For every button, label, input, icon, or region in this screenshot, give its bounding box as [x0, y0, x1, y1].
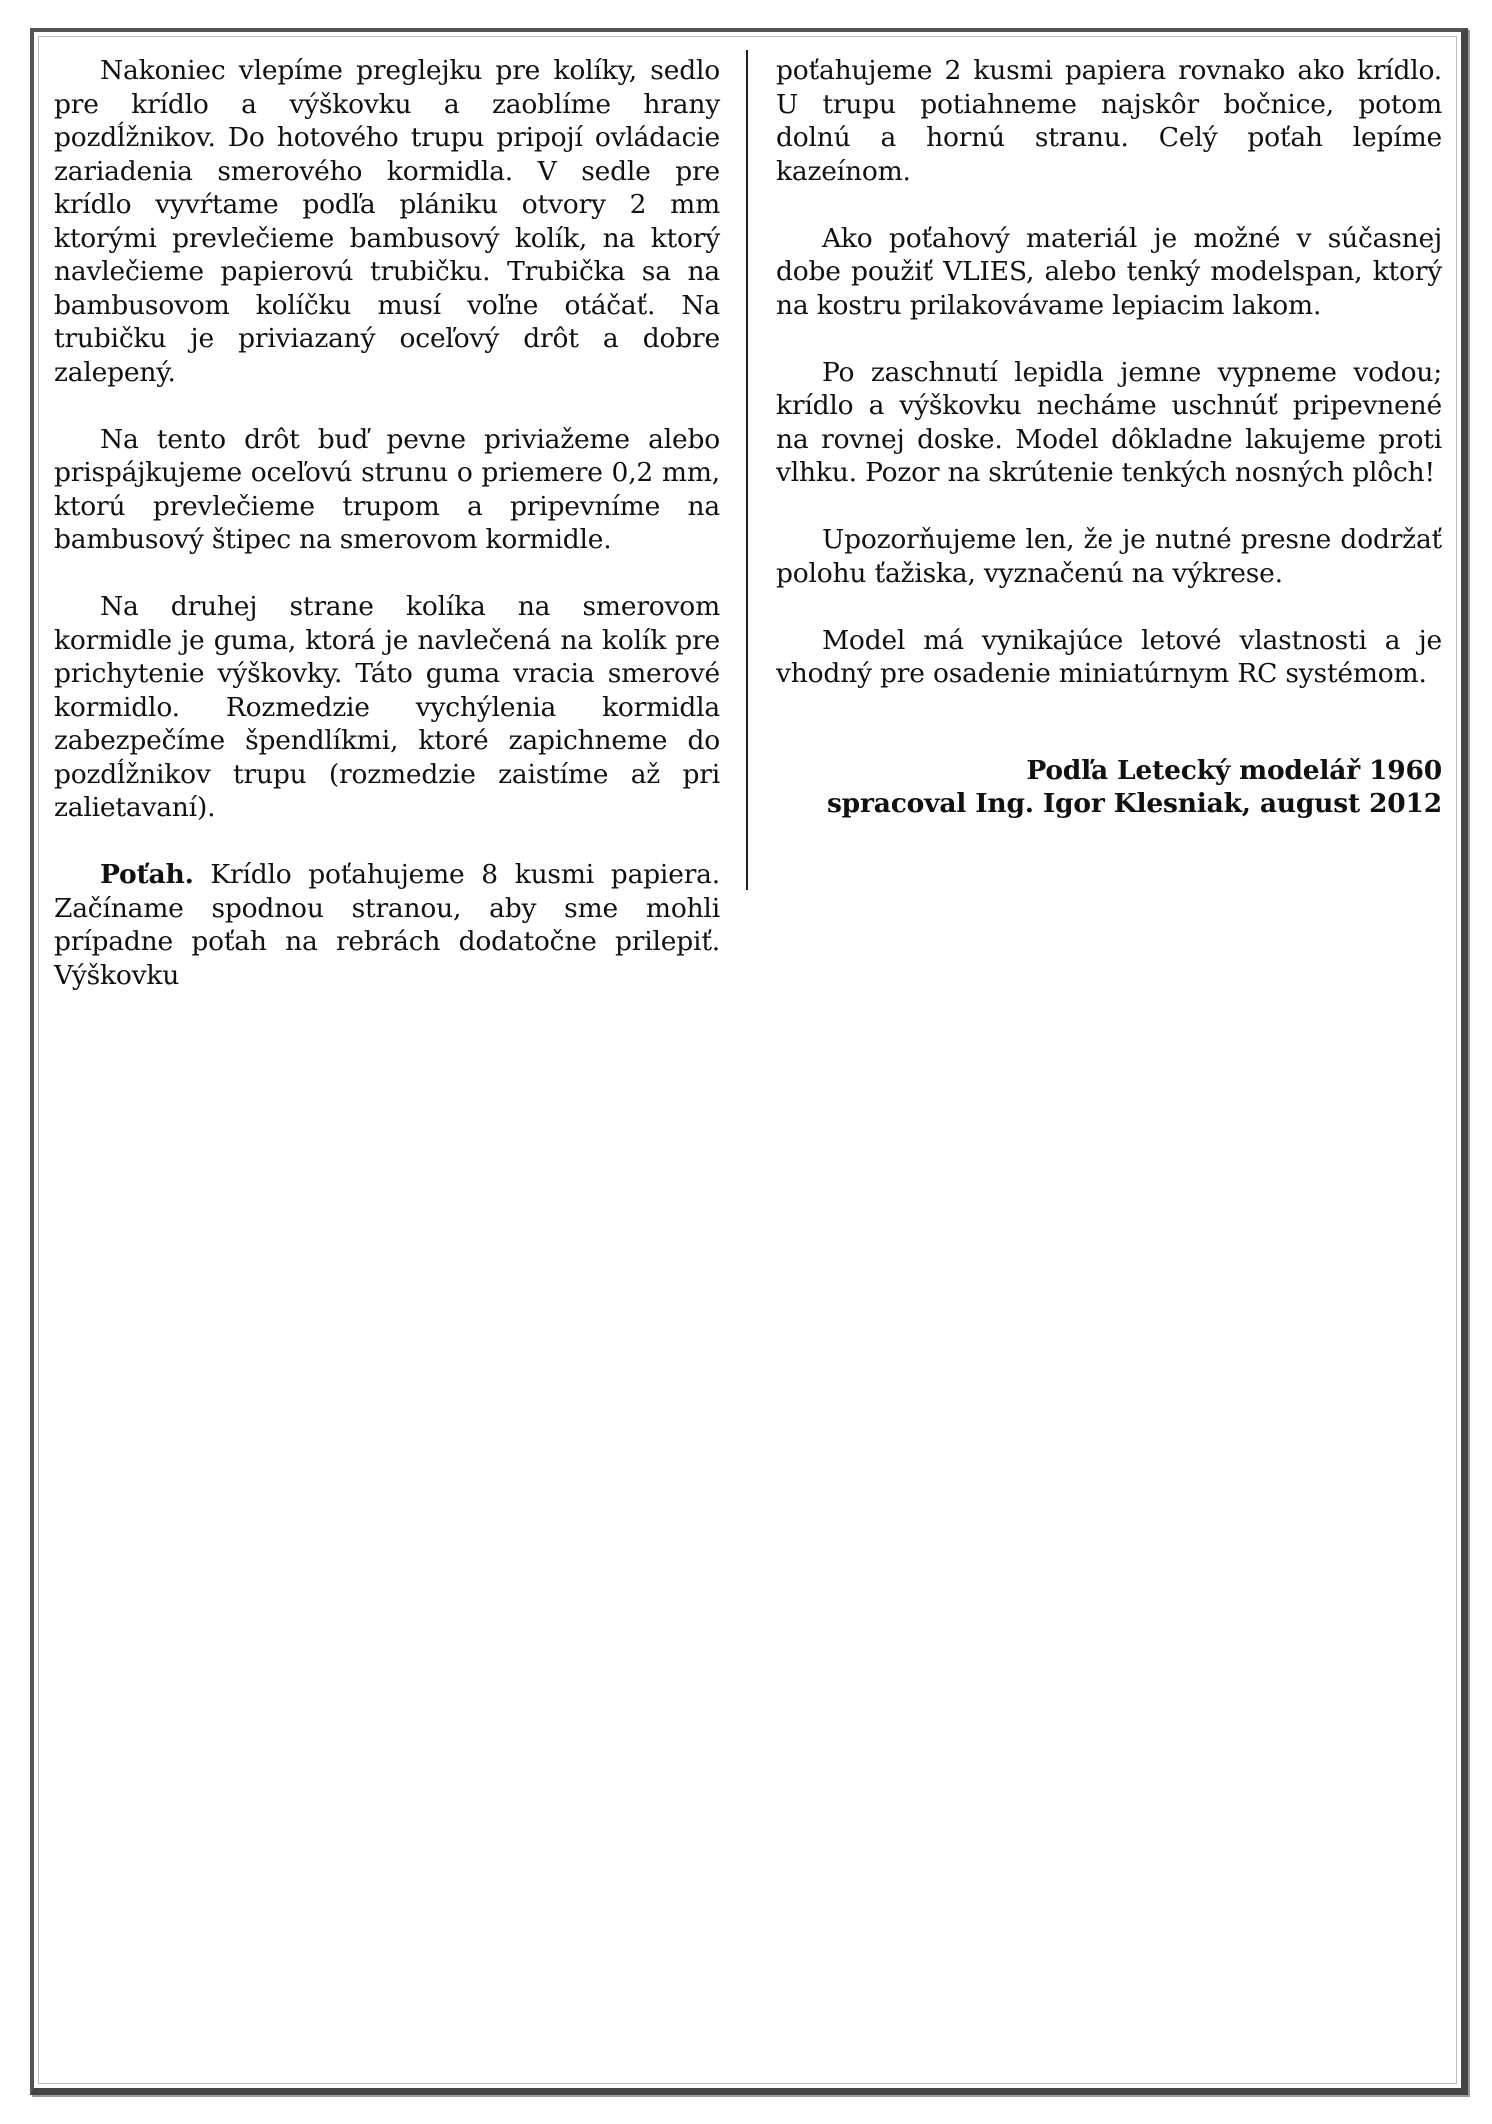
- paragraph-assembly: Nakoniec vlepíme preglejku pre kolíky, sedlo pre krídlo a výškovku a zaoblíme hrany pozdĺžnikov. Do hotového trupu pripojí ovládacie zariadenia smerového kormidla. V sedle pre krídlo vyvŕtame podľa plániku otvory 2 mm ktorými prevlečieme bambusový kolík, na ktorý navlečieme papierovú trubičku. Trubička sa na bambusovom kolíčku musí voľne otáčať. Na trubičku je priviazaný oceľový drôt a dobre zalepený.: [54, 55, 720, 388]
- signature-author: spracoval Ing. Igor Klesniak, august 2012: [826, 788, 1442, 819]
- paragraph-flight-properties: Model má vynikajúce letové vlastnosti a je vhodný pre osadenie miniatúrnym RC systémom.: [776, 624, 1442, 689]
- paragraph-rubber-band: Na druhej strane kolíka na smerovom kormidle je guma, ktorá je navlečená na kolík pre prichytenie výškovky. Táto guma vracia smerové kormidlo. Rozmedzie vychýlenia kormidla zabezpečíme špendlíkmi, ktoré zapichneme do pozdĺžnikov trupu (rozmedzie zaistíme až pri zalietavaní).: [54, 591, 720, 823]
- paragraph-wire: Na tento drôt buď pevne priviažeme alebo prispájkujeme oceľovú strunu o priemere 0,2 mm, ktorú prevlečieme trupom a pripevníme na bambusový štipec na smerovom kormidle.: [54, 423, 720, 555]
- column-divider: [746, 50, 748, 890]
- left-column: [54, 54, 720, 1026]
- signature-block: [776, 754, 1442, 821]
- paragraph-covering: [54, 858, 720, 992]
- covering-heading: Poťah.: [100, 859, 194, 890]
- paragraph-drying: Po zaschnutí lepidla jemne vypneme vodou; krídlo a výškovku necháme uschnúť pripevnené na rovnej doske. Model dôkladne lakujeme proti vlhku. Pozor na skrútenie tenkých nosných plôch!: [776, 356, 1442, 488]
- paragraph-center-of-gravity: Upozorňujeme len, že je nutné presne dodržať polohu ťažiska, vyznačenú na výkrese.: [776, 524, 1442, 589]
- covering-text: Krídlo poťahujeme 8 kusmi papiera. Začíname spodnou stranou, aby sme mohli prípadne poťah na rebrách dodatočne prilepiť. Výškovku: [54, 859, 720, 991]
- paragraph-material: Ako poťahový materiál je možné v súčasnej dobe použiť VLIES, alebo tenký modelspan, ktorý na kostru prilakovávame lepiacim lakom.: [776, 222, 1442, 321]
- right-column: [776, 54, 1442, 821]
- paragraph-covering-continued: poťahujeme 2 kusmi papiera rovnako ako krídlo. U trupu potiahneme najskôr bočnice, potom dolnú a hornú stranu. Celý poťah lepíme kazeínom.: [776, 55, 1442, 187]
- signature-source: Podľa Letecký modelář 1960: [1026, 754, 1442, 786]
